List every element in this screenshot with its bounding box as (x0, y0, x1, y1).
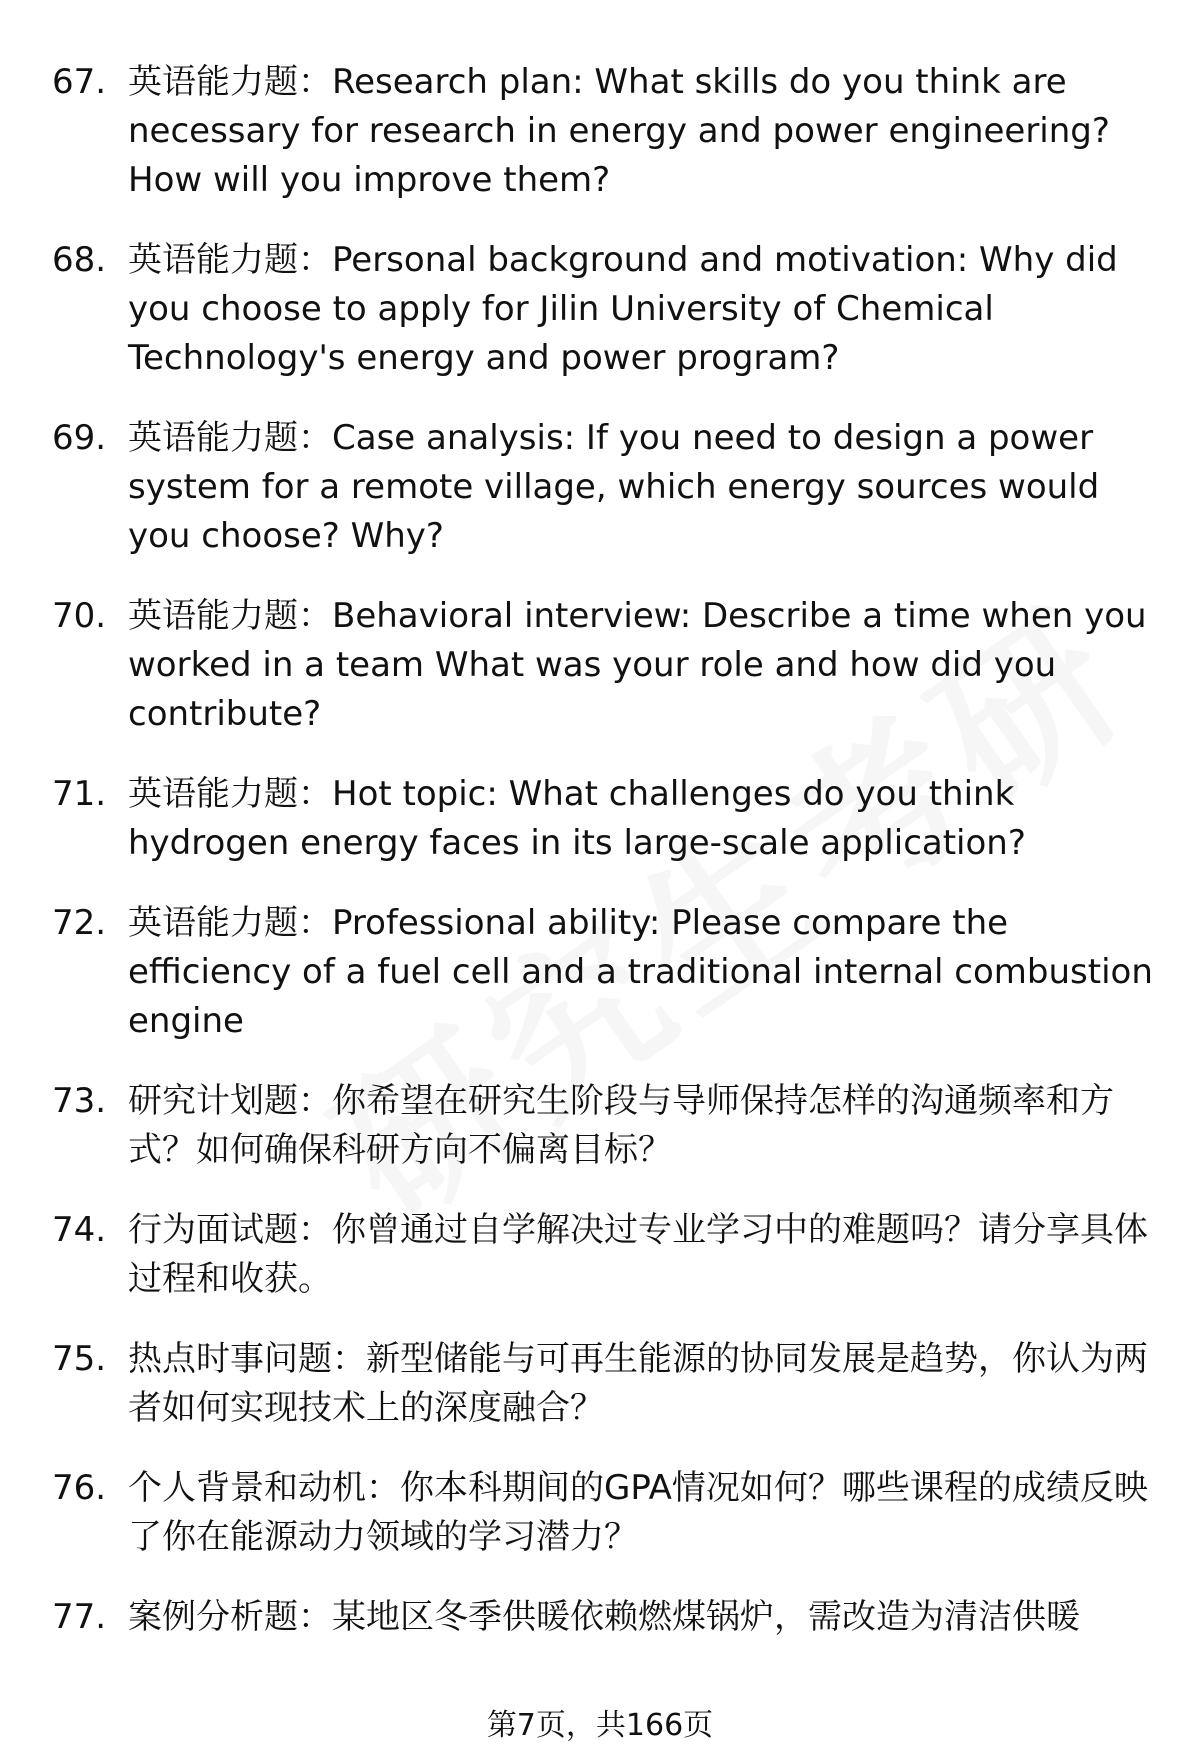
question-list (52, 58, 1162, 1673)
question-item-68 (52, 236, 1162, 383)
question-text: 英语能力题：Behavioral interview: Describe a time when you worked in a team What was your role and how did you contribute? (128, 596, 1147, 734)
question-text: 英语能力题：Case analysis: If you need to design a power system for a remote village, which energy sources would you choose? Why? (128, 418, 1100, 556)
question-text: 个人背景和动机：你本科期间的GPA情况如何？哪些课程的成绩反映了你在能源动力领域的学习潜力？ (128, 1468, 1148, 1557)
question-text: 热点时事问题：新型储能与可再生能源的协同发展是趋势，你认为两者如何实现技术上的深度融合？ (128, 1339, 1148, 1428)
question-number: 67. (52, 62, 107, 102)
question-number: 71. (52, 774, 107, 814)
question-item-73 (52, 1077, 1162, 1175)
question-item-74 (52, 1206, 1162, 1304)
question-number: 73. (52, 1081, 107, 1121)
question-item-72 (52, 899, 1162, 1046)
question-text: 英语能力题：Research plan: What skills do you think are necessary for research in energy and power engineering? How will you improve them? (128, 62, 1110, 200)
question-number: 72. (52, 903, 107, 943)
question-item-70 (52, 592, 1162, 739)
question-text: 英语能力题：Hot topic: What challenges do you think hydrogen energy faces in its large-scale application? (128, 774, 1026, 863)
question-number: 68. (52, 240, 107, 280)
question-text: 研究计划题：你希望在研究生阶段与导师保持怎样的沟通频率和方式？如何确保科研方向不偏离目标？ (128, 1081, 1114, 1170)
question-number: 70. (52, 596, 107, 636)
question-item-69 (52, 414, 1162, 561)
question-number: 75. (52, 1339, 107, 1379)
page-footer: 第7页，共166页 (486, 1708, 714, 1743)
question-item-76 (52, 1464, 1162, 1562)
question-number: 76. (52, 1468, 107, 1508)
question-number: 77. (52, 1597, 107, 1637)
question-number: 74. (52, 1210, 107, 1250)
question-item-67 (52, 58, 1162, 205)
question-text: 英语能力题：Professional ability: Please compare the efficiency of a fuel cell and a traditional internal combustion engine (128, 903, 1153, 1041)
question-text: 案例分析题：某地区冬季供暖依赖燃煤锅炉，需改造为清洁供暖 (128, 1597, 1080, 1637)
question-item-77 (52, 1593, 1162, 1642)
question-item-71 (52, 770, 1162, 868)
question-text: 行为面试题：你曾通过自学解决过专业学习中的难题吗？请分享具体过程和收获。 (128, 1210, 1148, 1299)
question-item-75 (52, 1335, 1162, 1433)
question-text: 英语能力题：Personal background and motivation: Why did you choose to apply for Jilin University of Chemical Technology's energy and power program? (128, 240, 1118, 378)
question-number: 69. (52, 418, 107, 458)
